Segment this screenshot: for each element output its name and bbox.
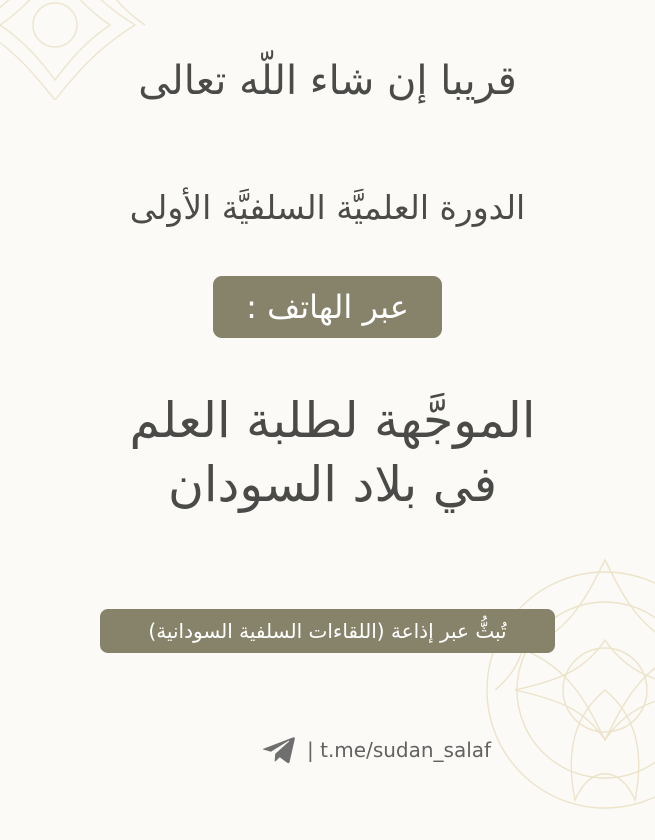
telegram-icon[interactable] — [262, 736, 295, 764]
headline-soon: قريبا إن شاء اللّه تعالى — [138, 58, 517, 104]
via-phone-badge: عبر الهاتف : — [213, 276, 442, 338]
broadcast-badge: تُبثُّ عبر إذاعة (اللقاءات السلفية السودانية) — [100, 609, 555, 653]
headline-course-title: الدورة العلميَّة السلفيَّة الأولى — [129, 188, 526, 227]
main-title-line-1: الموجَّهة لطلبة العلم — [129, 392, 536, 449]
footer — [262, 733, 491, 767]
decorative-ornament-bottom-right — [475, 540, 655, 840]
telegram-channel-link[interactable]: | t.me/sudan_salaf — [307, 738, 492, 762]
main-title-line-2: في بلاد السودان — [167, 456, 498, 513]
